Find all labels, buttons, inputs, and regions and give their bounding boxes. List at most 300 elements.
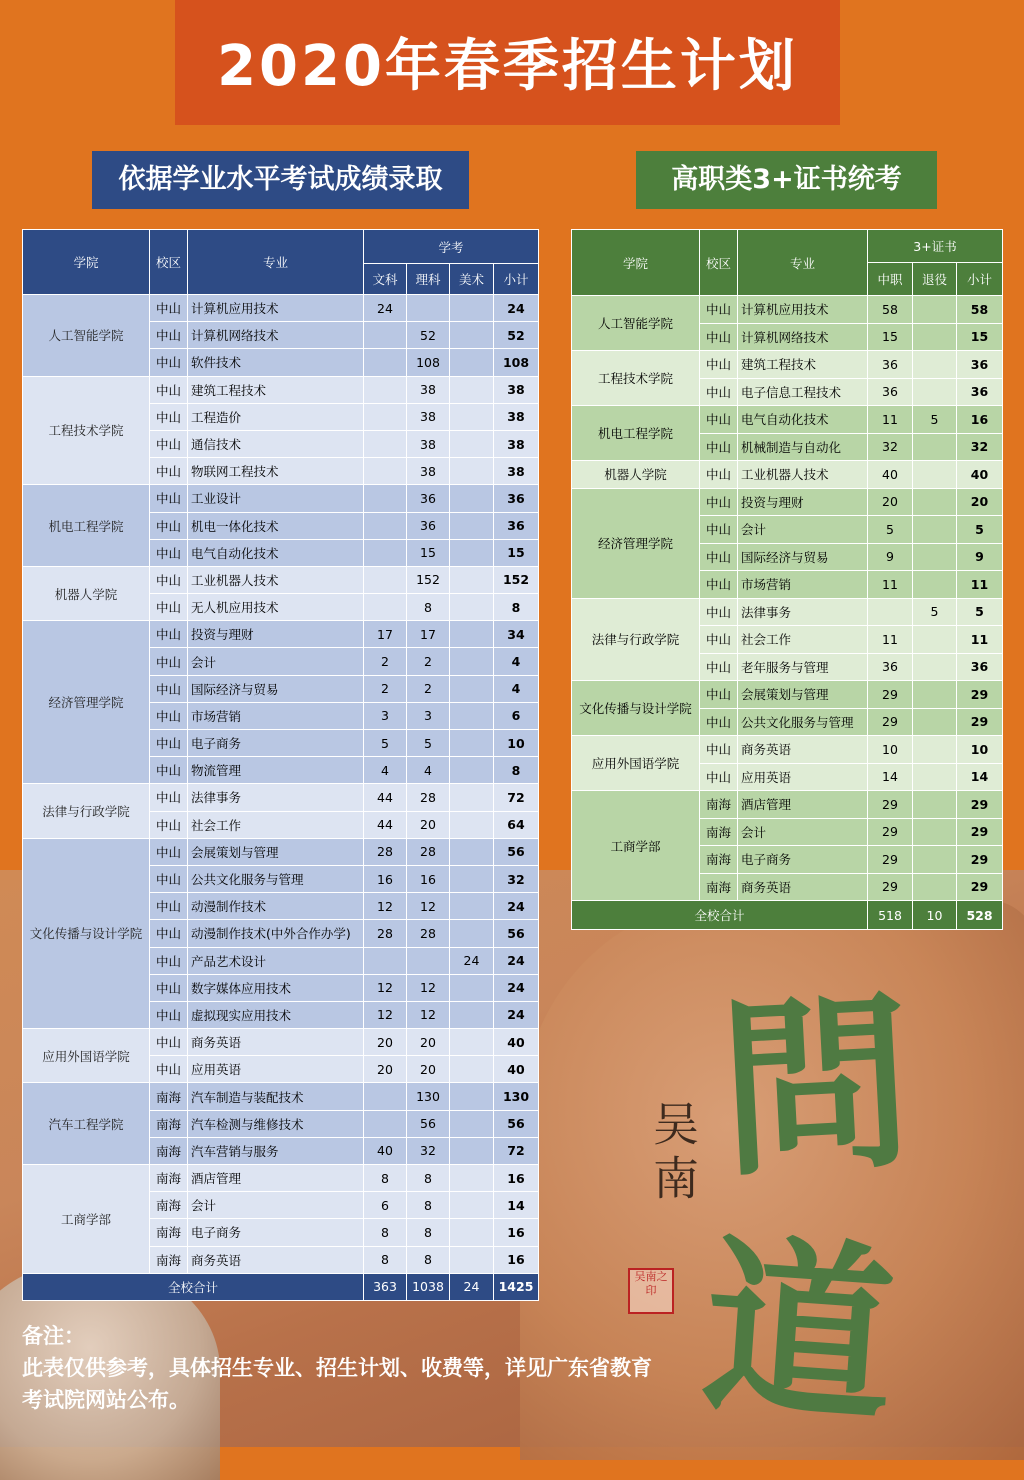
meishu-cell	[450, 1246, 494, 1273]
major-cell: 市场营销	[188, 702, 364, 729]
campus-cell: 南海	[700, 791, 738, 819]
meishu-cell	[450, 1001, 494, 1028]
header-group: 学考	[364, 230, 539, 264]
campus-cell: 南海	[150, 1165, 188, 1192]
meishu-cell	[450, 1110, 494, 1137]
campus-cell: 中山	[150, 865, 188, 892]
zhongzhi-cell: 29	[868, 873, 913, 901]
header-like: 理科	[407, 264, 450, 295]
like-cell	[407, 947, 450, 974]
table-row	[23, 566, 539, 593]
college-cell: 工商学部	[572, 791, 700, 901]
campus-cell: 中山	[150, 1001, 188, 1028]
wenke-cell	[364, 430, 407, 457]
meishu-cell	[450, 295, 494, 322]
wenke-cell	[364, 403, 407, 430]
campus-cell: 中山	[150, 349, 188, 376]
tuiyi-cell: 5	[913, 406, 957, 434]
major-cell: 物联网工程技术	[188, 458, 364, 485]
subtotal-cell: 72	[494, 1137, 539, 1164]
zhongzhi-cell: 32	[868, 433, 913, 461]
table-row	[23, 1083, 539, 1110]
campus-cell: 中山	[150, 947, 188, 974]
total-subtotal: 1425	[494, 1273, 539, 1300]
table-row	[23, 485, 539, 512]
campus-cell: 中山	[150, 757, 188, 784]
like-cell: 38	[407, 403, 450, 430]
like-cell: 20	[407, 811, 450, 838]
like-cell	[407, 295, 450, 322]
campus-cell: 中山	[150, 403, 188, 430]
campus-cell: 中山	[700, 433, 738, 461]
like-cell: 8	[407, 594, 450, 621]
major-cell: 电子商务	[738, 846, 868, 874]
campus-cell: 中山	[700, 351, 738, 379]
zhongzhi-cell: 11	[868, 571, 913, 599]
subtotal-cell: 6	[494, 702, 539, 729]
table-row	[572, 461, 1003, 489]
major-cell: 应用英语	[738, 763, 868, 791]
tuiyi-cell	[913, 846, 957, 874]
table-row	[23, 1029, 539, 1056]
table-row	[23, 838, 539, 865]
subtotal-cell: 24	[494, 295, 539, 322]
subtotal-cell: 14	[494, 1192, 539, 1219]
table-row	[572, 296, 1003, 324]
subtotal-cell: 130	[494, 1083, 539, 1110]
subtotal-cell: 58	[957, 296, 1003, 324]
like-cell: 12	[407, 1001, 450, 1028]
college-cell: 机电工程学院	[23, 485, 150, 567]
meishu-cell	[450, 403, 494, 430]
meishu-cell	[450, 430, 494, 457]
major-cell: 数字媒体应用技术	[188, 974, 364, 1001]
major-cell: 应用英语	[188, 1056, 364, 1083]
wenke-cell	[364, 1083, 407, 1110]
college-cell: 应用外国语学院	[572, 736, 700, 791]
campus-cell: 中山	[700, 681, 738, 709]
campus-cell: 中山	[700, 378, 738, 406]
header-major: 专业	[738, 230, 868, 296]
major-cell: 投资与理财	[188, 621, 364, 648]
wenke-cell: 28	[364, 920, 407, 947]
campus-cell: 中山	[150, 920, 188, 947]
major-cell: 动漫制作技术	[188, 893, 364, 920]
subtotal-cell: 38	[494, 403, 539, 430]
wenke-cell: 20	[364, 1056, 407, 1083]
subtotal-cell: 20	[957, 488, 1003, 516]
like-cell: 15	[407, 539, 450, 566]
subtotal-cell: 5	[957, 516, 1003, 544]
wenke-cell	[364, 512, 407, 539]
like-cell: 36	[407, 512, 450, 539]
zhongzhi-cell	[868, 598, 913, 626]
academic-test-admission-table	[22, 229, 539, 1301]
campus-cell: 中山	[150, 838, 188, 865]
campus-cell: 中山	[150, 322, 188, 349]
major-cell: 工业机器人技术	[738, 461, 868, 489]
campus-cell: 中山	[150, 512, 188, 539]
campus-cell: 中山	[150, 430, 188, 457]
zhongzhi-cell: 36	[868, 653, 913, 681]
major-cell: 酒店管理	[738, 791, 868, 819]
major-cell: 会展策划与管理	[188, 838, 364, 865]
like-cell: 12	[407, 974, 450, 1001]
campus-cell: 中山	[700, 763, 738, 791]
total-like: 1038	[407, 1273, 450, 1300]
wenke-cell: 44	[364, 811, 407, 838]
tuiyi-cell	[913, 296, 957, 324]
zhongzhi-cell: 20	[868, 488, 913, 516]
header-campus: 校区	[700, 230, 738, 296]
major-cell: 会计	[738, 818, 868, 846]
wenke-cell: 44	[364, 784, 407, 811]
wenke-cell	[364, 458, 407, 485]
subtotal-cell: 36	[957, 653, 1003, 681]
subtotal-cell: 52	[494, 322, 539, 349]
campus-cell: 中山	[150, 458, 188, 485]
meishu-cell	[450, 1029, 494, 1056]
tuiyi-cell	[913, 461, 957, 489]
subtotal-cell: 34	[494, 621, 539, 648]
major-cell: 法律事务	[188, 784, 364, 811]
like-cell: 28	[407, 838, 450, 865]
major-cell: 建筑工程技术	[738, 351, 868, 379]
subtotal-cell: 16	[494, 1165, 539, 1192]
major-cell: 国际经济与贸易	[188, 675, 364, 702]
right-section-title: 高职类3+证书统考	[636, 151, 937, 209]
major-cell: 机电一体化技术	[188, 512, 364, 539]
wenke-cell: 6	[364, 1192, 407, 1219]
college-cell: 汽车工程学院	[23, 1083, 150, 1165]
campus-cell: 中山	[700, 323, 738, 351]
zhongzhi-cell: 11	[868, 406, 913, 434]
meishu-cell	[450, 566, 494, 593]
college-cell: 法律与行政学院	[23, 784, 150, 838]
major-cell: 法律事务	[738, 598, 868, 626]
major-cell: 建筑工程技术	[188, 376, 364, 403]
major-cell: 酒店管理	[188, 1165, 364, 1192]
college-cell: 工程技术学院	[23, 376, 150, 485]
subtotal-cell: 29	[957, 818, 1003, 846]
subtotal-cell: 4	[494, 675, 539, 702]
campus-cell: 中山	[150, 485, 188, 512]
major-cell: 工程造价	[188, 403, 364, 430]
campus-cell: 南海	[150, 1219, 188, 1246]
major-cell: 电气自动化技术	[188, 539, 364, 566]
like-cell: 28	[407, 784, 450, 811]
campus-cell: 中山	[150, 594, 188, 621]
subtotal-cell: 56	[494, 920, 539, 947]
zhongzhi-cell: 14	[868, 763, 913, 791]
campus-cell: 中山	[150, 730, 188, 757]
subtotal-cell: 10	[957, 736, 1003, 764]
wenke-cell: 8	[364, 1246, 407, 1273]
campus-cell: 中山	[150, 1029, 188, 1056]
zhongzhi-cell: 36	[868, 351, 913, 379]
campus-cell: 中山	[700, 488, 738, 516]
major-cell: 软件技术	[188, 349, 364, 376]
like-cell: 8	[407, 1192, 450, 1219]
major-cell: 会计	[188, 1192, 364, 1219]
like-cell: 8	[407, 1246, 450, 1273]
zhongzhi-cell: 9	[868, 543, 913, 571]
like-cell: 28	[407, 920, 450, 947]
calligraphy-wen: 問	[715, 970, 917, 1203]
subtotal-cell: 40	[494, 1029, 539, 1056]
table-row	[572, 791, 1003, 819]
total-zhongzhi: 518	[868, 901, 913, 930]
subtotal-cell: 5	[957, 598, 1003, 626]
campus-cell: 中山	[150, 784, 188, 811]
like-cell: 3	[407, 702, 450, 729]
subtotal-cell: 29	[957, 681, 1003, 709]
seal-stamp: 吴南之印	[628, 1268, 674, 1314]
tuiyi-cell	[913, 351, 957, 379]
meishu-cell	[450, 893, 494, 920]
zhongzhi-cell: 10	[868, 736, 913, 764]
wenke-cell: 8	[364, 1165, 407, 1192]
wenke-cell	[364, 566, 407, 593]
college-cell: 文化传播与设计学院	[23, 838, 150, 1028]
header-major: 专业	[188, 230, 364, 295]
notes-body: 此表仅供参考，具体招生专业、招生计划、收费等，详见广东省教育考试院网站公布。	[22, 1356, 652, 1412]
meishu-cell	[450, 621, 494, 648]
header-zhongzhi: 中职	[868, 263, 913, 296]
total-row	[572, 901, 1003, 930]
wenke-cell	[364, 947, 407, 974]
like-cell: 2	[407, 648, 450, 675]
wenke-cell: 3	[364, 702, 407, 729]
college-cell: 工程技术学院	[572, 351, 700, 406]
like-cell: 36	[407, 485, 450, 512]
like-cell: 2	[407, 675, 450, 702]
table-row	[572, 598, 1003, 626]
college-cell: 经济管理学院	[23, 621, 150, 784]
campus-cell: 中山	[700, 571, 738, 599]
campus-cell: 中山	[150, 566, 188, 593]
header-tuiyi: 退役	[913, 263, 957, 296]
wenke-cell	[364, 376, 407, 403]
table-row	[23, 295, 539, 322]
subtotal-cell: 9	[957, 543, 1003, 571]
major-cell: 会计	[188, 648, 364, 675]
like-cell: 38	[407, 458, 450, 485]
zhongzhi-cell: 29	[868, 681, 913, 709]
subtotal-cell: 56	[494, 838, 539, 865]
tuiyi-cell: 5	[913, 598, 957, 626]
meishu-cell	[450, 1137, 494, 1164]
meishu-cell	[450, 920, 494, 947]
subtotal-cell: 16	[494, 1219, 539, 1246]
major-cell: 投资与理财	[738, 488, 868, 516]
major-cell: 汽车检测与维修技术	[188, 1110, 364, 1137]
total-row	[23, 1273, 539, 1300]
subtotal-cell: 8	[494, 594, 539, 621]
campus-cell: 中山	[150, 1056, 188, 1083]
like-cell: 20	[407, 1056, 450, 1083]
major-cell: 公共文化服务与管理	[188, 865, 364, 892]
meishu-cell	[450, 1192, 494, 1219]
wenke-cell	[364, 594, 407, 621]
major-cell: 商务英语	[188, 1246, 364, 1273]
major-cell: 产品艺术设计	[188, 947, 364, 974]
tuiyi-cell	[913, 571, 957, 599]
college-cell: 人工智能学院	[572, 296, 700, 351]
major-cell: 工业设计	[188, 485, 364, 512]
subtotal-cell: 38	[494, 458, 539, 485]
major-cell: 计算机网络技术	[188, 322, 364, 349]
campus-cell: 中山	[700, 516, 738, 544]
like-cell: 4	[407, 757, 450, 784]
meishu-cell	[450, 1056, 494, 1083]
wenke-cell: 2	[364, 675, 407, 702]
subtotal-cell: 24	[494, 974, 539, 1001]
zhongzhi-cell: 11	[868, 626, 913, 654]
tuiyi-cell	[913, 433, 957, 461]
campus-cell: 中山	[700, 653, 738, 681]
wenke-cell	[364, 349, 407, 376]
tuiyi-cell	[913, 653, 957, 681]
subtotal-cell: 38	[494, 430, 539, 457]
meishu-cell	[450, 485, 494, 512]
subtotal-cell: 32	[957, 433, 1003, 461]
major-cell: 商务英语	[188, 1029, 364, 1056]
wenke-cell: 8	[364, 1219, 407, 1246]
college-cell: 工商学部	[23, 1165, 150, 1274]
tuiyi-cell	[913, 818, 957, 846]
tuiyi-cell	[913, 873, 957, 901]
major-cell: 会计	[738, 516, 868, 544]
meishu-cell	[450, 648, 494, 675]
zhongzhi-cell: 58	[868, 296, 913, 324]
subtotal-cell: 15	[494, 539, 539, 566]
like-cell: 20	[407, 1029, 450, 1056]
campus-cell: 中山	[150, 539, 188, 566]
wenke-cell: 5	[364, 730, 407, 757]
major-cell: 通信技术	[188, 430, 364, 457]
subtotal-cell: 15	[957, 323, 1003, 351]
wenke-cell: 17	[364, 621, 407, 648]
total-tuiyi: 10	[913, 901, 957, 930]
major-cell: 市场营销	[738, 571, 868, 599]
meishu-cell	[450, 811, 494, 838]
subtotal-cell: 36	[494, 512, 539, 539]
college-cell: 机器人学院	[572, 461, 700, 489]
campus-cell: 中山	[150, 621, 188, 648]
total-meishu: 24	[450, 1273, 494, 1300]
campus-cell: 南海	[700, 846, 738, 874]
meishu-cell	[450, 376, 494, 403]
subtotal-cell: 108	[494, 349, 539, 376]
wenke-cell: 12	[364, 974, 407, 1001]
wenke-cell: 12	[364, 1001, 407, 1028]
meishu-cell	[450, 1083, 494, 1110]
subtotal-cell: 56	[494, 1110, 539, 1137]
page-title: 2020年春季招生计划	[217, 34, 798, 99]
like-cell: 16	[407, 865, 450, 892]
like-cell: 12	[407, 893, 450, 920]
wenke-cell: 12	[364, 893, 407, 920]
table-row	[572, 488, 1003, 516]
like-cell: 32	[407, 1137, 450, 1164]
meishu-cell	[450, 539, 494, 566]
subtotal-cell: 36	[957, 351, 1003, 379]
table-row	[572, 736, 1003, 764]
major-cell: 会展策划与管理	[738, 681, 868, 709]
subtotal-cell: 29	[957, 791, 1003, 819]
meishu-cell	[450, 512, 494, 539]
wenke-cell: 2	[364, 648, 407, 675]
campus-cell: 中山	[700, 598, 738, 626]
meishu-cell	[450, 865, 494, 892]
subtotal-cell: 29	[957, 846, 1003, 874]
major-cell: 社会工作	[738, 626, 868, 654]
wenke-cell	[364, 1110, 407, 1137]
calligraphy-dao: 道	[696, 1213, 902, 1450]
wenke-cell: 16	[364, 865, 407, 892]
wenke-cell	[364, 539, 407, 566]
major-cell: 老年服务与管理	[738, 653, 868, 681]
tuiyi-cell	[913, 323, 957, 351]
subtotal-cell: 40	[494, 1056, 539, 1083]
major-cell: 电子商务	[188, 730, 364, 757]
campus-cell: 南海	[150, 1246, 188, 1273]
total-label: 全校合计	[23, 1273, 364, 1300]
meishu-cell	[450, 1219, 494, 1246]
tuiyi-cell	[913, 378, 957, 406]
campus-cell: 中山	[150, 648, 188, 675]
like-cell: 8	[407, 1219, 450, 1246]
meishu-cell	[450, 458, 494, 485]
table-row	[572, 406, 1003, 434]
subtotal-cell: 38	[494, 376, 539, 403]
notes	[22, 1320, 662, 1416]
like-cell: 108	[407, 349, 450, 376]
college-cell: 机电工程学院	[572, 406, 700, 461]
table-row	[23, 376, 539, 403]
campus-cell: 中山	[150, 893, 188, 920]
campus-cell: 中山	[150, 974, 188, 1001]
major-cell: 社会工作	[188, 811, 364, 838]
like-cell: 5	[407, 730, 450, 757]
wenke-cell: 4	[364, 757, 407, 784]
meishu-cell	[450, 784, 494, 811]
meishu-cell	[450, 322, 494, 349]
subtotal-cell: 16	[494, 1246, 539, 1273]
zhongzhi-cell: 15	[868, 323, 913, 351]
subtotal-cell: 40	[957, 461, 1003, 489]
wenke-cell	[364, 485, 407, 512]
college-cell: 经济管理学院	[572, 488, 700, 598]
tuiyi-cell	[913, 708, 957, 736]
meishu-cell	[450, 974, 494, 1001]
zhongzhi-cell: 29	[868, 818, 913, 846]
subtotal-cell: 24	[494, 1001, 539, 1028]
major-cell: 动漫制作技术(中外合作办学)	[188, 920, 364, 947]
tuiyi-cell	[913, 681, 957, 709]
left-section-title: 依据学业水平考试成绩录取	[92, 151, 469, 209]
meishu-cell	[450, 675, 494, 702]
calligraphy-signature: 吴南	[646, 1100, 700, 1208]
header-subtotal: 小计	[494, 264, 539, 295]
meishu-cell	[450, 1165, 494, 1192]
table-row	[572, 681, 1003, 709]
campus-cell: 中山	[700, 708, 738, 736]
campus-cell: 南海	[150, 1083, 188, 1110]
certificate-exam-table	[571, 229, 1003, 930]
major-cell: 汽车营销与服务	[188, 1137, 364, 1164]
